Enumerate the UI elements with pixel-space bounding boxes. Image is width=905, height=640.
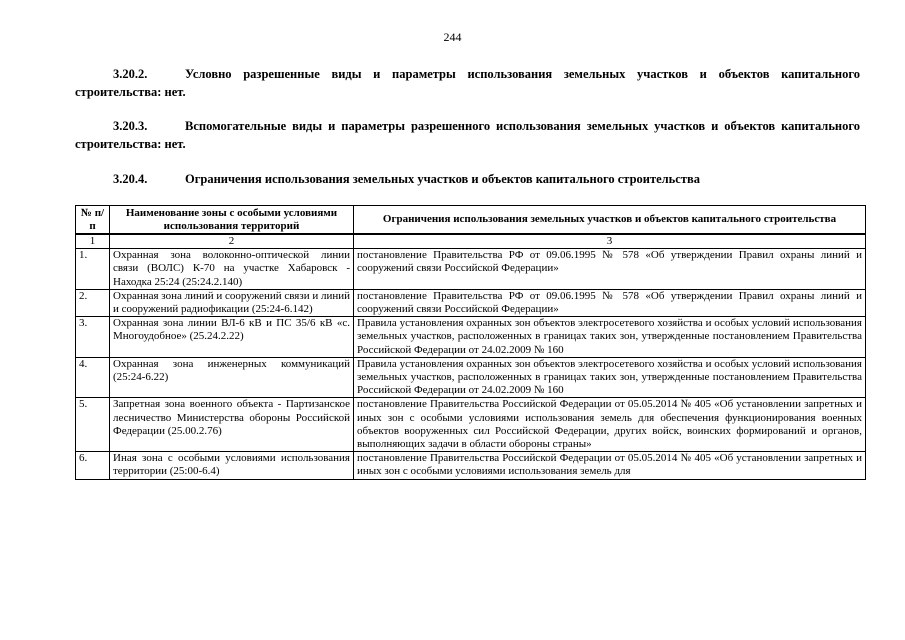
restriction-text: постановление Правительства Российской Федерации от 05.05.2014 № 405 «Об установлении запретных и иных зон с особыми условиями использования земель для (354, 452, 866, 479)
zone-name: Охранная зона линий и сооружений связи и линий и сооружений радиофикации (25:24-6.142) (110, 289, 354, 316)
row-number: 6. (76, 452, 110, 479)
header-restrictions: Ограничения использования земельных участков и объектов капитального строительства (354, 206, 866, 235)
restrictions-table (75, 205, 866, 480)
zone-name: Охранная зона инженерных коммуникаций (25:24-6.22) (110, 357, 354, 398)
column-index-row (76, 234, 866, 249)
table-row (76, 452, 866, 479)
page-number: 244 (443, 30, 462, 44)
table-row (76, 289, 866, 316)
section-number: 3.20.2. (113, 67, 148, 81)
section-text: Условно разрешенные виды и параметры использования земельных участков и объектов капитального строительства: нет. (75, 67, 860, 99)
column-index: 3 (354, 234, 866, 249)
row-number: 2. (76, 289, 110, 316)
section-number: 3.20.3. (113, 119, 148, 133)
row-number: 4. (76, 357, 110, 398)
section-text: Вспомогательные виды и параметры разрешенного использования земельных участков и объектов капитального строительства: нет. (75, 119, 860, 151)
section-3-20-4 (75, 170, 860, 188)
header-zone-name: Наименование зоны с особыми условиями использования территорий (110, 206, 354, 235)
row-number: 1. (76, 249, 110, 290)
table-row (76, 357, 866, 398)
row-number: 3. (76, 317, 110, 358)
zone-name: Охранная зона волоконно-оптической линии связи (ВОЛС) К-70 на участке Хабаровск - Находка 25:24 (25:24.2.140) (110, 249, 354, 290)
restriction-text: постановление Правительства РФ от 09.06.1995 № 578 «Об утверждении Правил охраны линий и сооружений связи Российской Федерации» (354, 249, 866, 290)
restriction-text: постановление Правительства Российской Федерации от 05.05.2014 № 405 «Об установлении запретных и иных зон с особыми условиями использования земель для обеспечения функционирования военных объектов вооруженных сил Российской Федерации, других войск, воинских формирований и органов, выполняющих задачи в области обороны страны» (354, 398, 866, 452)
section-3-20-3 (75, 117, 860, 153)
zone-name: Охранная зона линии ВЛ-6 кВ и ПС 35/6 кВ «с. Многоудобное» (25.24.2.22) (110, 317, 354, 358)
table-row (76, 317, 866, 358)
section-number: 3.20.4. (113, 172, 148, 186)
zone-name: Иная зона с особыми условиями использования территории (25:00-6.4) (110, 452, 354, 479)
section-3-20-2 (75, 65, 860, 101)
header-number: № п/п (76, 206, 110, 235)
column-index: 1 (76, 234, 110, 249)
restriction-text: постановление Правительства РФ от 09.06.1995 № 578 «Об утверждении Правил охраны линий и сооружений связи Российской Федерации» (354, 289, 866, 316)
column-index: 2 (110, 234, 354, 249)
table-row (76, 398, 866, 452)
table-row (76, 249, 866, 290)
restriction-text: Правила установления охранных зон объектов электросетевого хозяйства и особых условий использования земельных участков, расположенных в границах таких зон, утвержденные постановлением Правительства Российской Федерации от 24.02.2009 № 160 (354, 357, 866, 398)
section-text: Ограничения использования земельных участков и объектов капитального строительства (185, 172, 700, 186)
zone-name: Запретная зона военного объекта - Партизанское лесничество Министерства обороны Российской Федерации (25.00.2.76) (110, 398, 354, 452)
table-header-row (76, 206, 866, 235)
row-number: 5. (76, 398, 110, 452)
restriction-text: Правила установления охранных зон объектов электросетевого хозяйства и особых условий использования земельных участков, расположенных в границах таких зон, утвержденные постановлением Правительства Российской Федерации от 24.02.2009 № 160 (354, 317, 866, 358)
